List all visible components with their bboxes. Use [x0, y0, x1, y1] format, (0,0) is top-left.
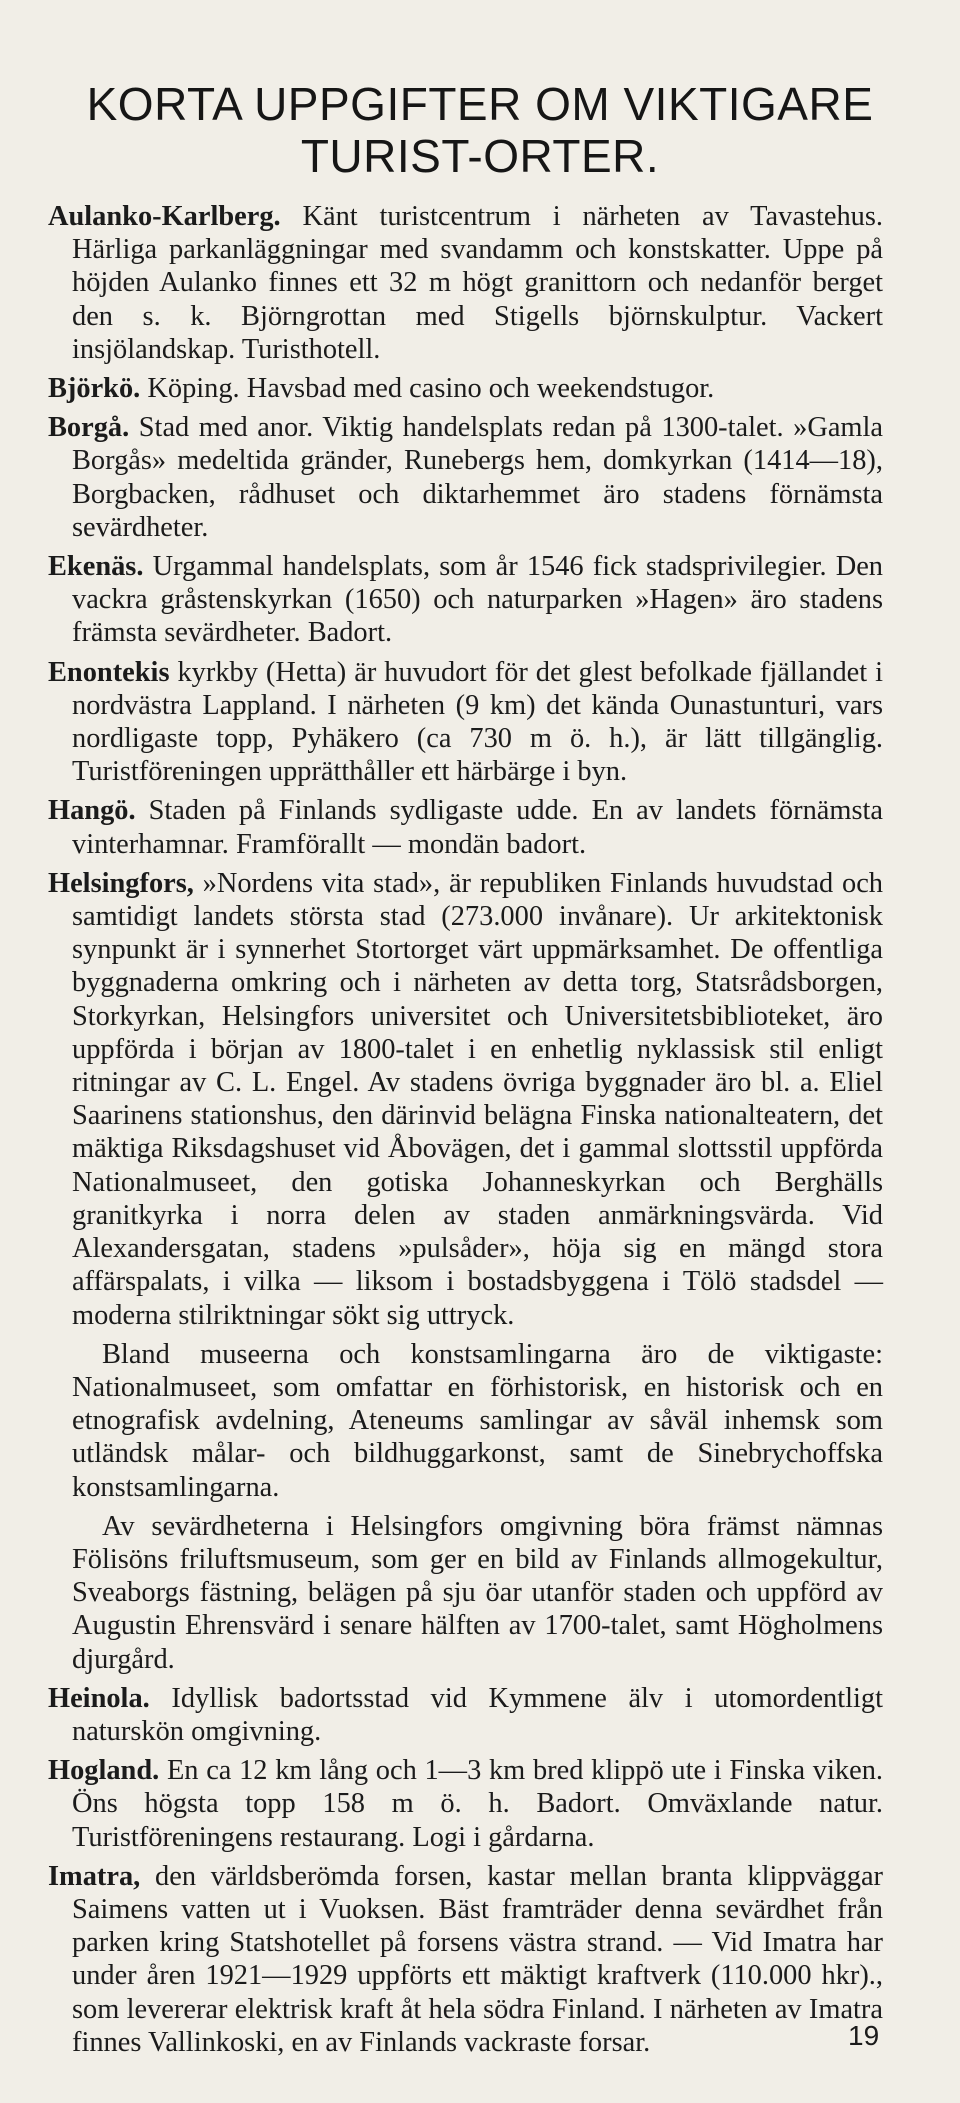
entry-heinola: [48, 1682, 883, 1748]
entry-text: kyrkby (Hetta) är huvudort för det glest befolkade fjällandet i nordvästra Lappland. I närheten (9 km) det kända Ounastunturi, vars nordligaste topp, Pyhäkero (ca 730 m ö. h.), är lätt tillgänglig. Turistföreningen upprätthåller ett härbärge i byn.: [72, 656, 883, 788]
entry-term: Björkö.: [48, 373, 141, 405]
paragraph-museums: Bland museerna och konstsamlingarna äro de viktigaste: Nationalmuseet, som omfattar en förhistorisk, en historisk och en etnografisk avdelning, Ateneums samlingar av såväl inhemsk som utländsk målar- och bildhuggarkonst, samt de Sinebrychoffska konstsamlingarna.: [72, 1338, 883, 1503]
entry-term: Ekenäs.: [48, 551, 144, 583]
entry-term: Hogland.: [48, 1755, 160, 1787]
entry-borga: [48, 411, 883, 544]
paragraph-surroundings: Av sevärdheterna i Helsingfors omgivning böra främst nämnas Fölisöns friluftsmuseum, som ger en bild av Finlands allmogekultur, Sveaborgs fästning, belägen på sju öar utanför staden och uppförd av Augustin Ehrensvärd i senare hälften av 1700-talet, samt Högholmens djurgård.: [72, 1510, 883, 1675]
entry-bjorko: [48, 372, 883, 405]
entry-text: Urgammal handelsplats, som år 1546 fick stadsprivilegier. Den vackra gråstenskyrkan (1650) och naturparken »Hagen» äro stadens främsta sevärdheter. Badort.: [72, 551, 883, 649]
entry-text: En ca 12 km lång och 1—3 km bred klippö ute i Finska viken. Öns högsta topp 158 m ö. h. Badort. Omväxlande natur. Turistföreningens restaurang. Logi i gårdarna.: [72, 1755, 883, 1853]
entry-text: den världsberömda forsen, kastar mellan branta klippväggar Saimens vatten ut i Vuoksen. Bäst framträder denna sevärdhet från parken kring Statshotellet på forsens västra strand. — Vid Imatra har under åren 1921—1929 uppförts ett mäktigt kraftverk (110.000 hkr)., som levererar elektrisk kraft åt hela södra Finland. I närheten av Imatra finnes Vallinkoski, en av Finlands vackraste forsar.: [72, 1860, 883, 2058]
entry-aulanko-karlberg: [48, 200, 883, 366]
entry-term: Hangö.: [48, 795, 136, 827]
entry-term: Heinola.: [48, 1682, 150, 1714]
entry-text: Staden på Finlands sydligaste udde. En av landets förnämsta vinterhamnar. Framförallt — mondän badort.: [72, 795, 883, 860]
entry-term: Imatra,: [48, 1860, 141, 1892]
entry-imatra: [48, 1860, 883, 2059]
entry-helsingfors: [48, 867, 883, 1332]
page-title: KORTA UPPGIFTER OM VIKTIGARE TURIST-ORTER.: [86, 78, 874, 182]
entry-text: Stad med anor. Viktig handelsplats redan på 1300-talet. »Gamla Borgås» medeltida gränder, Runebergs hem, domkyrkan (1414—18), Borgbacken, rådhuset och diktarhemmet äro stadens förnämsta sevärdheter.: [72, 412, 883, 543]
page-number: 19: [848, 2020, 880, 2051]
entry-text: Känt turistcentrum i närheten av Tavastehus. Härliga parkanläggningar med svandamm och konstskatter. Uppe på höjden Aulanko finnes ett 32 m högt granittorn och nedanför berget den s. k. Björngrottan med Stigells björnskulptur. Vackert insjölandskap. Turisthotell.: [72, 201, 883, 365]
entry-text: Idyllisk badortsstad vid Kymmene älv i utomordentligt naturskön omgivning.: [72, 1682, 883, 1747]
entry-term: Borgå.: [48, 412, 130, 444]
entry-term: Enontekis: [48, 656, 170, 688]
entry-text: Köping. Havsbad med casino och weekendstugor.: [140, 373, 715, 405]
entry-hogland: [48, 1754, 883, 1854]
article-body: [48, 200, 883, 2065]
entry-enontekis: [48, 656, 883, 789]
entry-term: Aulanko-Karlberg.: [48, 201, 281, 232]
entry-term: Helsingfors,: [48, 867, 194, 899]
entry-hango: [48, 794, 883, 860]
entry-text: »Nordens vita stad», är republiken Finlands huvudstad och samtidigt landets största stad (273.000 invånare). Ur arkitektonisk synpunkt är i synnerhet Stortorget värt uppmärksamhet. De offentliga byggnaderna omkring och i närheten av detta torg, Statsrådsborgen, Storkyrkan, Helsingfors universitet och Universitetsbiblioteket, äro uppförda i början av 1800-talet i en enhetlig nyklassisk stil enligt ritningar av C. L. Engel. Av stadens övriga byggnader äro bl. a. Eliel Saarinens stationshus, den därinvid belägna Finska nationalteatern, det mäktiga Riksdagshuset vid Åbovägen, det i gammal slottsstil uppförda Nationalmuseet, den gotiska Johanneskyrkan och Berghälls granitkyrka i norra delen av staden anmärkningsvärda. Vid Alexandersgatan, stadens »pulsåder», höja sig en mängd stora affärspalats, i vilka — liksom i bostadsbyggena i Tölö stadsdel — moderna stilriktningar sökt sig uttryck.: [72, 867, 883, 1331]
entry-ekenas: [48, 550, 883, 650]
